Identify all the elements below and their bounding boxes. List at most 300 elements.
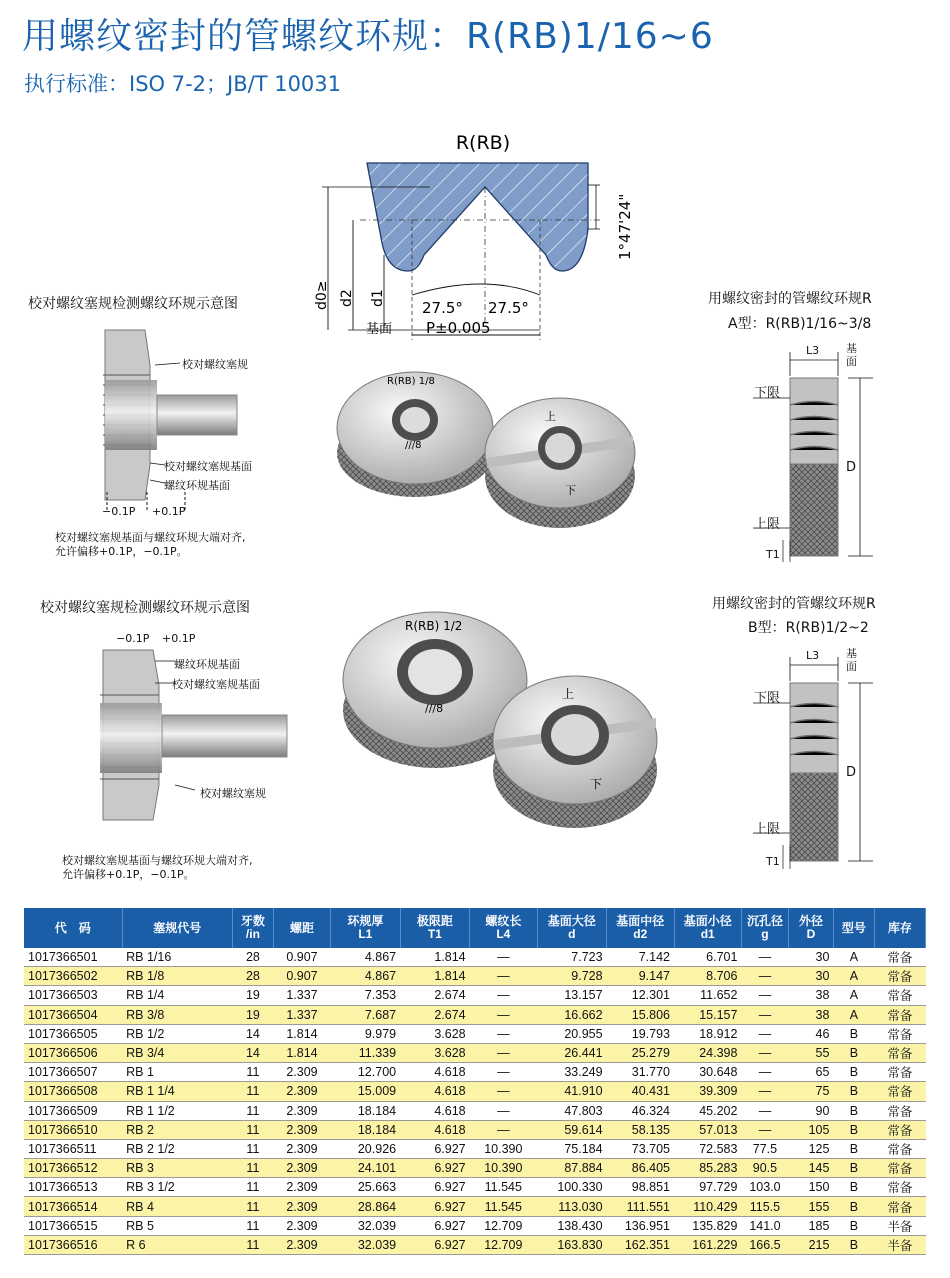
table-cell: 26.441 (537, 1043, 607, 1062)
table-row (24, 1024, 926, 1043)
table-cell: 1017366508 (24, 1082, 122, 1101)
table-cell: 1017366510 (24, 1120, 122, 1139)
table-cell: B (833, 1216, 874, 1235)
table-cell: B (833, 1043, 874, 1062)
table-cell: 1.814 (400, 948, 470, 967)
table-row (24, 1139, 926, 1158)
table-cell: 常备 (874, 1178, 925, 1197)
table-row (24, 948, 926, 967)
table-cell: 3.628 (400, 1024, 470, 1043)
table-cell: — (741, 1043, 788, 1062)
table-cell: — (741, 986, 788, 1005)
table-cell: B (833, 1159, 874, 1178)
table-row (24, 986, 926, 1005)
angle-left: 27.5° (422, 299, 463, 317)
header-line-2: d1 (700, 927, 715, 941)
table-cell: 100.330 (537, 1178, 607, 1197)
header-line-1: 螺纹长 (485, 914, 522, 928)
type-a-title: 用螺纹密封的管螺纹环规R (708, 291, 872, 307)
table-cell: 185 (788, 1216, 833, 1235)
table-row (24, 1235, 926, 1254)
type-b-subtitle: B型：R(RB)1/2~2 (748, 620, 869, 636)
diagram-a-ring-base-label: 螺纹环规基面 (164, 479, 230, 492)
header-line-2: T1 (427, 927, 442, 941)
header-line-1: 极限距 (416, 914, 453, 928)
table-cell: 13.157 (537, 986, 607, 1005)
table-cell: — (470, 1063, 537, 1082)
table-cell: A (833, 948, 874, 967)
header-line-1: 螺距 (289, 920, 314, 935)
table-cell: 半备 (874, 1216, 925, 1235)
table-cell: 1017366513 (24, 1178, 122, 1197)
table-cell: RB 2 (122, 1120, 232, 1139)
table-cell: 6.701 (674, 948, 741, 967)
table-cell: 85.283 (674, 1159, 741, 1178)
table-cell: 1017366514 (24, 1197, 122, 1216)
header-line-2: d2 (633, 927, 648, 941)
table-cell: — (470, 1120, 537, 1139)
table-cell: B (833, 1024, 874, 1043)
table-cell: 10.390 (470, 1159, 537, 1178)
table-cell: RB 5 (122, 1216, 232, 1235)
table-cell: 常备 (874, 1197, 925, 1216)
table-row (24, 967, 926, 986)
table-cell: B (833, 1101, 874, 1120)
table-header-cell (400, 908, 470, 948)
header-line-1: 代 码 (54, 920, 91, 935)
table-cell: 12.700 (331, 1063, 401, 1082)
table-cell: 0.907 (273, 948, 330, 967)
table-cell: 47.803 (537, 1101, 607, 1120)
table-cell: — (741, 1120, 788, 1139)
table-cell: 常备 (874, 1024, 925, 1043)
table-cell: B (833, 1197, 874, 1216)
table-cell: B (833, 1235, 874, 1254)
table-cell: — (470, 986, 537, 1005)
type-b-drawing (748, 645, 878, 875)
table-header-cell (122, 908, 232, 948)
table-cell: — (741, 1024, 788, 1043)
table-cell: 41.910 (537, 1082, 607, 1101)
type-a-subtitle: A型：R(RB)1/16~3/8 (728, 316, 872, 332)
table-cell: 1017366502 (24, 967, 122, 986)
table-cell: 20.955 (537, 1024, 607, 1043)
table-header-cell (674, 908, 741, 948)
diagram-a-plug-base-label: 校对螺纹塞规基面 (164, 460, 252, 473)
table-cell: 73.705 (607, 1139, 674, 1158)
table-cell: 4.618 (400, 1082, 470, 1101)
table-cell: 2.309 (273, 1159, 330, 1178)
table-cell: RB 1/16 (122, 948, 232, 967)
table-cell: 7.353 (331, 986, 401, 1005)
table-cell: 11 (232, 1235, 273, 1254)
table-cell: 常备 (874, 1005, 925, 1024)
angle-right: 27.5° (488, 299, 529, 317)
table-cell: 7.723 (537, 948, 607, 967)
table-cell: RB 3 1/2 (122, 1178, 232, 1197)
table-cell: 90.5 (741, 1159, 788, 1178)
table-row (24, 1082, 926, 1101)
thread-section (367, 163, 588, 271)
table-cell: 16.662 (537, 1005, 607, 1024)
table-cell: 6.927 (400, 1178, 470, 1197)
diagram-b-tol-minus: −0.1P (116, 632, 150, 645)
table-cell: 87.884 (537, 1159, 607, 1178)
diagram-a-tol-plus: +0.1P (152, 505, 186, 518)
d0-label: d0≥ (314, 280, 330, 310)
table-cell: 55 (788, 1043, 833, 1062)
table-cell: 11.339 (331, 1043, 401, 1062)
ring-gauge-photo-bottom (340, 600, 660, 835)
table-cell: 常备 (874, 1043, 925, 1062)
table-row (24, 1005, 926, 1024)
ring-gauge-photo-top (335, 358, 640, 533)
table-cell: RB 2 1/2 (122, 1139, 232, 1158)
table-cell: 7.687 (331, 1005, 401, 1024)
table-cell: RB 3 (122, 1159, 232, 1178)
standard-line: 执行标准：ISO 7-2；JB/T 10031 (24, 72, 342, 96)
type-a-l3: L3 (806, 344, 820, 357)
table-cell: 1017366516 (24, 1235, 122, 1254)
ring-bottom-lower: 下 (590, 777, 603, 791)
table-header-cell (788, 908, 833, 948)
table-cell: 6.927 (400, 1235, 470, 1254)
table-cell: 18.184 (331, 1120, 401, 1139)
table-cell: 15.806 (607, 1005, 674, 1024)
table-cell: 215 (788, 1235, 833, 1254)
table-cell: 4.618 (400, 1120, 470, 1139)
table-cell: 11 (232, 1197, 273, 1216)
table-cell: A (833, 986, 874, 1005)
table-cell: 11.652 (674, 986, 741, 1005)
table-cell: RB 1/4 (122, 986, 232, 1005)
table-cell: 32.039 (331, 1216, 401, 1235)
table-cell: 24.398 (674, 1043, 741, 1062)
header-line-2: L1 (358, 927, 373, 941)
table-cell: 136.951 (607, 1216, 674, 1235)
table-cell: 2.309 (273, 1120, 330, 1139)
table-cell: 6.927 (400, 1216, 470, 1235)
header-line-2: /in (245, 927, 260, 941)
table-cell: RB 1 (122, 1063, 232, 1082)
diagram-a-note-1: 校对螺纹塞规基面与螺纹环规大端对齐, (55, 531, 246, 544)
table-cell: 46 (788, 1024, 833, 1043)
table-cell: 6.927 (400, 1197, 470, 1216)
header-line-1: 库存 (887, 920, 912, 935)
header-line-2: g (761, 927, 769, 941)
table-row (24, 1063, 926, 1082)
table-cell: 57.013 (674, 1120, 741, 1139)
table-cell: — (470, 948, 537, 967)
table-cell: 11 (232, 1082, 273, 1101)
table-cell: 2.309 (273, 1063, 330, 1082)
table-cell: — (470, 1082, 537, 1101)
table-cell: 3.628 (400, 1043, 470, 1062)
header-line-1: 型号 (841, 920, 866, 935)
header-line-1: 沉孔径 (746, 914, 783, 928)
table-cell: 2.309 (273, 1082, 330, 1101)
table-cell: 2.674 (400, 986, 470, 1005)
table-cell: 125 (788, 1139, 833, 1158)
table-cell: RB 1 1/2 (122, 1101, 232, 1120)
page-title: 用螺纹密封的管螺纹环规：R(RB)1/16~6 (22, 16, 714, 57)
header-line-1: 基面小径 (683, 914, 732, 928)
table-cell: 135.829 (674, 1216, 741, 1235)
table-cell: A (833, 1005, 874, 1024)
table-cell: B (833, 1063, 874, 1082)
table-cell: RB 1/2 (122, 1024, 232, 1043)
table-cell: RB 1/8 (122, 967, 232, 986)
table-cell: — (470, 967, 537, 986)
table-cell: 45.202 (674, 1101, 741, 1120)
table-cell: 25.663 (331, 1178, 401, 1197)
table-cell: 113.030 (537, 1197, 607, 1216)
table-cell: 6.927 (400, 1139, 470, 1158)
diagram-a-tol-minus: −0.1P (102, 505, 136, 518)
header-line-2: D (806, 927, 816, 941)
table-row (24, 1043, 926, 1062)
table-cell: 30.648 (674, 1063, 741, 1082)
table-cell: 19.793 (607, 1024, 674, 1043)
table-cell: 24.101 (331, 1159, 401, 1178)
table-cell: 39.309 (674, 1082, 741, 1101)
table-cell: 28 (232, 948, 273, 967)
table-cell: 常备 (874, 1063, 925, 1082)
table-cell: 18.184 (331, 1101, 401, 1120)
table-cell: 103.0 (741, 1178, 788, 1197)
table-cell: R 6 (122, 1235, 232, 1254)
diagram-b-tol-plus: +0.1P (162, 632, 196, 645)
table-header-cell (741, 908, 788, 948)
table-cell: 12.301 (607, 986, 674, 1005)
table-cell: 2.309 (273, 1101, 330, 1120)
table-cell: 2.309 (273, 1139, 330, 1158)
table-cell: 11 (232, 1178, 273, 1197)
pitch-label: P±0.005 (426, 319, 491, 337)
table-cell: B (833, 1178, 874, 1197)
table-cell: 1017366507 (24, 1063, 122, 1082)
table-cell: 11 (232, 1063, 273, 1082)
table-row (24, 1216, 926, 1235)
table-cell: 1.814 (400, 967, 470, 986)
table-cell: 常备 (874, 1082, 925, 1101)
table-header-cell (24, 908, 122, 948)
table-cell: 11.545 (470, 1197, 537, 1216)
table-cell: 72.583 (674, 1139, 741, 1158)
table-cell: 86.405 (607, 1159, 674, 1178)
table-cell: 1.337 (273, 1005, 330, 1024)
table-header-cell (470, 908, 537, 948)
table-cell: 9.728 (537, 967, 607, 986)
table-cell: 1.814 (273, 1043, 330, 1062)
ring-top-marking: R(RB) 1/8 (387, 376, 435, 387)
table-cell: 14 (232, 1043, 273, 1062)
type-b-title: 用螺纹密封的管螺纹环规R (712, 596, 876, 612)
table-cell: 常备 (874, 1101, 925, 1120)
table-cell: 75.184 (537, 1139, 607, 1158)
diagram-a-drawing (95, 325, 295, 525)
type-a-t1: T1 (766, 548, 780, 561)
type-a-drawing (748, 340, 878, 570)
table-cell: — (741, 1005, 788, 1024)
table-cell: B (833, 1120, 874, 1139)
table-cell: — (470, 1005, 537, 1024)
table-header-cell (537, 908, 607, 948)
table-cell: 28.864 (331, 1197, 401, 1216)
table-cell: 115.5 (741, 1197, 788, 1216)
table-header-row (24, 908, 926, 948)
table-header-cell (607, 908, 674, 948)
diagram-b-note-2: 允许偏移+0.1P，−0.1P。 (62, 868, 195, 881)
table-cell: 12.709 (470, 1216, 537, 1235)
table-cell: 4.867 (331, 948, 401, 967)
table-cell: 1017366512 (24, 1159, 122, 1178)
table-cell: 97.729 (674, 1178, 741, 1197)
type-b-l3: L3 (806, 649, 820, 662)
table-cell: RB 3/4 (122, 1043, 232, 1062)
table-cell: 0.907 (273, 967, 330, 986)
table-cell: 常备 (874, 986, 925, 1005)
diagram-b-plug-base-label: 校对螺纹塞规基面 (172, 678, 260, 691)
table-cell: 1017366511 (24, 1139, 122, 1158)
table-header-cell (331, 908, 401, 948)
table-cell: 77.5 (741, 1139, 788, 1158)
table-cell: 59.614 (537, 1120, 607, 1139)
ring-top-mark2: ///8 (405, 440, 422, 451)
type-b-base: 基面 (846, 647, 857, 673)
header-line-2: d (568, 927, 576, 941)
table-cell: 15.157 (674, 1005, 741, 1024)
profile-title: R(RB) (455, 132, 511, 154)
table-row (24, 1159, 926, 1178)
table-cell: RB 3/8 (122, 1005, 232, 1024)
table-cell: 30 (788, 967, 833, 986)
table-cell: 38 (788, 986, 833, 1005)
table-header-cell (232, 908, 273, 948)
table-cell: 31.770 (607, 1063, 674, 1082)
table-cell: 常备 (874, 1120, 925, 1139)
table-cell: 常备 (874, 948, 925, 967)
table-cell: 常备 (874, 1159, 925, 1178)
table-cell: 4.618 (400, 1063, 470, 1082)
diagram-b-note-1: 校对螺纹塞规基面与螺纹环规大端对齐, (62, 854, 253, 867)
ring-bottom-marking: R(RB) 1/2 (405, 619, 463, 633)
table-cell: 1017366506 (24, 1043, 122, 1062)
table-cell: 9.147 (607, 967, 674, 986)
table-cell: 11 (232, 1139, 273, 1158)
taper-label: 1°47'24" (616, 193, 634, 260)
table-row (24, 1178, 926, 1197)
table-cell: 46.324 (607, 1101, 674, 1120)
type-b-d: D (846, 765, 857, 780)
ring-bottom-upper: 上 (562, 687, 575, 701)
type-b-upper-limit: 上限 (754, 822, 781, 837)
table-cell: 半备 (874, 1235, 925, 1254)
ring-top-upper: 上 (545, 410, 556, 423)
table-cell: 25.279 (607, 1043, 674, 1062)
table-cell: 32.039 (331, 1235, 401, 1254)
table-cell: 10.390 (470, 1139, 537, 1158)
table-cell: 38 (788, 1005, 833, 1024)
table-cell: 1.337 (273, 986, 330, 1005)
table-cell: 28 (232, 967, 273, 986)
table-cell: 138.430 (537, 1216, 607, 1235)
table-cell: 110.429 (674, 1197, 741, 1216)
table-cell: 1017366501 (24, 948, 122, 967)
table-cell: 2.309 (273, 1197, 330, 1216)
diagram-b-plug-label: 校对螺纹塞规 (200, 787, 266, 800)
table-cell: 111.551 (607, 1197, 674, 1216)
table-header-cell (833, 908, 874, 948)
table-cell: — (741, 948, 788, 967)
table-cell: RB 1 1/4 (122, 1082, 232, 1101)
table-cell: — (741, 1082, 788, 1101)
header-line-1: 基面中径 (616, 914, 665, 928)
type-a-upper-limit: 上限 (754, 517, 781, 532)
table-cell: 常备 (874, 967, 925, 986)
table-cell: 11 (232, 1101, 273, 1120)
table-cell: 1017366505 (24, 1024, 122, 1043)
table-row (24, 1101, 926, 1120)
thread-profile-drawing (300, 125, 660, 350)
table-cell: RB 4 (122, 1197, 232, 1216)
table-cell: 19 (232, 1005, 273, 1024)
type-a-lower-limit: 下限 (754, 386, 781, 401)
table-cell: 163.830 (537, 1235, 607, 1254)
table-row (24, 1197, 926, 1216)
table-cell: 98.851 (607, 1178, 674, 1197)
table-cell: 11 (232, 1216, 273, 1235)
table-cell: 58.135 (607, 1120, 674, 1139)
table-cell: 2.309 (273, 1216, 330, 1235)
table-cell: 12.709 (470, 1235, 537, 1254)
table-cell: 2.309 (273, 1235, 330, 1254)
table-header-cell (273, 908, 330, 948)
table-cell: 7.142 (607, 948, 674, 967)
header-line-1: 基面大径 (547, 914, 596, 928)
spec-table (24, 908, 926, 1255)
table-cell: 9.979 (331, 1024, 401, 1043)
diagram-b-ring-base-label: 螺纹环规基面 (174, 658, 240, 671)
table-cell: 162.351 (607, 1235, 674, 1254)
table-cell: 1.814 (273, 1024, 330, 1043)
header-line-2: L4 (496, 927, 511, 941)
table-cell: 6.927 (400, 1159, 470, 1178)
type-b-t1: T1 (766, 855, 780, 868)
base-label: 基面 (366, 322, 393, 337)
ring-bottom-mark2: ///8 (425, 702, 444, 715)
table-cell: 33.249 (537, 1063, 607, 1082)
table-cell: 4.618 (400, 1101, 470, 1120)
ring-top-lower: 下 (565, 484, 576, 497)
table-cell: 155 (788, 1197, 833, 1216)
table-cell: — (470, 1043, 537, 1062)
table-cell: B (833, 1139, 874, 1158)
diagram-b-caption: 校对螺纹塞规检测螺纹环规示意图 (40, 600, 250, 616)
table-cell: 11.545 (470, 1178, 537, 1197)
table-cell: 141.0 (741, 1216, 788, 1235)
header-line-1: 牙数 (240, 914, 265, 928)
table-cell: 常备 (874, 1139, 925, 1158)
table-cell: 75 (788, 1082, 833, 1101)
header-line-1: 塞规代号 (153, 920, 202, 935)
table-cell: 145 (788, 1159, 833, 1178)
table-cell: 1017366503 (24, 986, 122, 1005)
table-cell: A (833, 967, 874, 986)
table-cell: — (470, 1101, 537, 1120)
table-cell: 1017366509 (24, 1101, 122, 1120)
table-cell: 105 (788, 1120, 833, 1139)
